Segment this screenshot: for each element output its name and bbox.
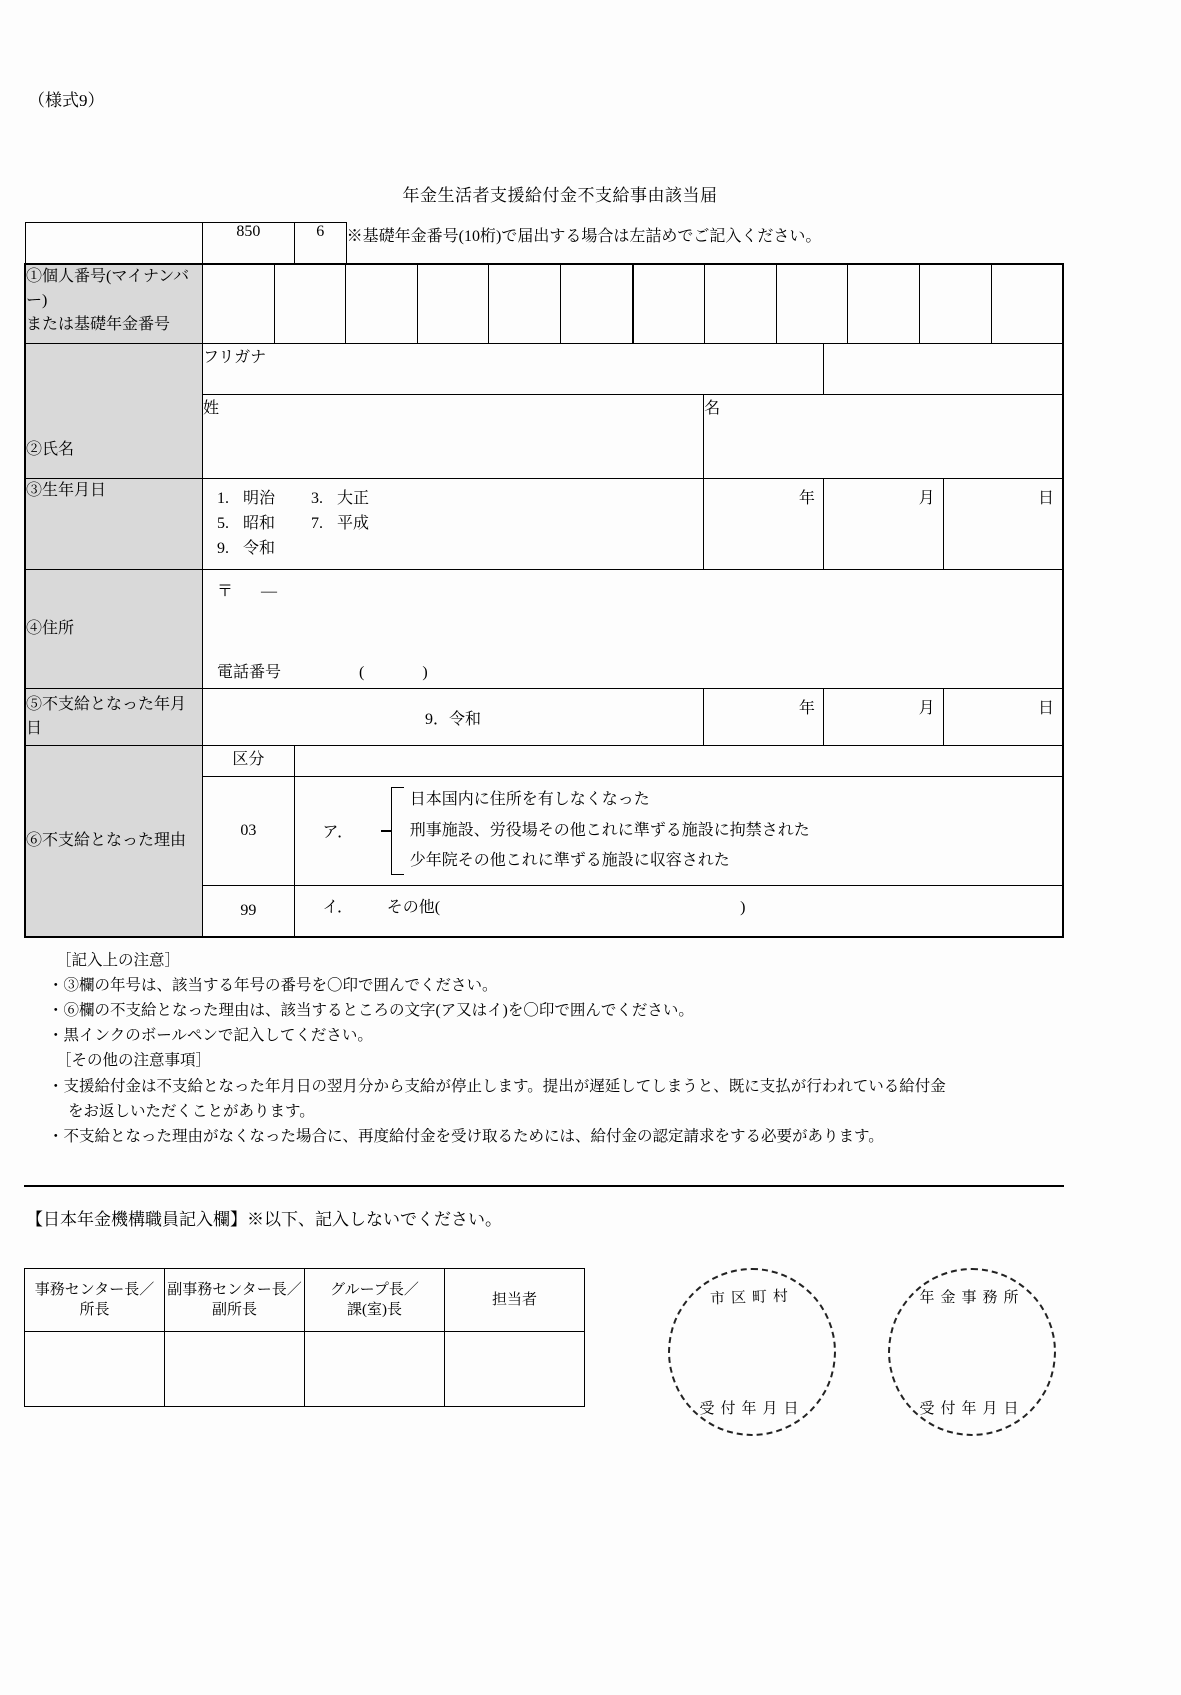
reason-b-text: その他( [386,898,441,916]
row-nonpayment-date [25,689,1063,746]
furigana-label-cell: フリガナ [202,344,823,395]
nonpayment-day-label: 日 [1037,700,1054,718]
mynumber-cell-group [203,265,1062,343]
mynumber-digit-cell[interactable] [561,265,634,343]
code-right: 6 [294,223,346,265]
birth-year-label: 年 [798,490,815,507]
stamp-city-top-label: 市区町村 [709,1288,795,1308]
staff-column-header: 副事務センター長／ 副所長 [165,1269,305,1332]
staff-column-header: 担当者 [445,1269,585,1332]
row-mynumber [25,264,1063,344]
page-title: 年金生活者支援給付金不支給事由該当届 [402,186,718,205]
label-birthdate: ③生年月日 [25,479,202,570]
section-divider [24,1185,1064,1187]
reason-a-code: 03 [202,777,294,885]
reason-b-option[interactable] [294,885,1063,937]
stamp-office-bottom-label: 受付年月日 [919,1401,1025,1417]
birth-month-cell[interactable] [823,479,943,570]
era-option-row [217,537,703,562]
birth-month-label: 月 [918,490,935,507]
era-option-row [217,487,703,512]
kubun-header: 区分 [202,746,294,777]
era-option[interactable]: 5. 昭和 [216,514,275,532]
label-nonpayment-date: ⑤不支給となった年月日 [25,689,202,746]
mynumber-boxes [202,264,1063,344]
label-name: ②氏名 [25,344,202,479]
staff-column-header: グループ長／ 課(室)長 [305,1269,445,1332]
birth-day-label: 日 [1037,490,1054,507]
mei-field[interactable]: 名 [704,394,1063,478]
mynumber-digit-cell[interactable] [489,265,561,343]
stamp-city-bottom-label: 受付年月日 [699,1401,805,1417]
code-blank-cell[interactable] [25,223,202,265]
staff-signature-cell[interactable] [305,1332,445,1407]
stamp-office-top-label: 年金事務所 [919,1290,1025,1306]
address-field[interactable] [202,570,1063,689]
era-option-list[interactable] [203,479,703,569]
staff-signature-cell[interactable] [445,1332,585,1407]
note-item: ・③欄の年号は、該当する年号の番号を〇印で囲んでください。 [48,977,498,995]
mynumber-digit-cell[interactable] [346,265,418,343]
tel-paren-close: ) [422,664,428,682]
zip-line[interactable] [203,570,1062,601]
reason-a-item[interactable]: 日本国内に住所を有しなくなった [409,791,650,809]
label-mynumber-line2: または基礎年金番号 [26,316,171,333]
main-form-table [24,222,1064,938]
birth-day-cell[interactable] [943,479,1063,570]
mynumber-digit-cell[interactable] [920,265,992,343]
staff-section-title: 【日本年金機構職員記入欄】※以下、記入しないでください。 [26,1210,502,1229]
reason-a-item[interactable]: 少年院その他これに準ずる施設に収容された [409,852,730,870]
tel-label: 電話番号 [216,664,281,682]
kubun-header-blank [294,746,1063,777]
era-option[interactable]: 9. 令和 [216,539,275,557]
notes-heading-2: ［その他の注意事項］ [56,1052,212,1070]
note-item-continuation: をお返しいただくことがあります。 [68,1102,315,1120]
reason-b-mark[interactable]: イ． [322,898,354,916]
mynumber-digit-cell[interactable] [275,265,347,343]
row-reason-header [25,746,1063,777]
row-address [25,570,1063,689]
nonpayment-era[interactable]: 9．令和 [202,689,703,746]
form-number: （様式9） [28,91,105,110]
note-item: ・不支給となった理由がなくなった場合に、再度給付金を受け取るためには、給付金の認定請求をする必要があります。 [48,1127,884,1145]
note-item: ・支援給付金は不支給となった年月日の翌月分から支給が停止します。提出が遅延してしまうと、既に支払が行われている給付金 [48,1077,946,1095]
brace-tick-icon [381,830,391,832]
era-option[interactable]: 1. 明治 [216,490,275,507]
staff-approval-table [24,1268,585,1407]
mynumber-note: ※基礎年金番号(10桁)で届出する場合は左詰めでご記入ください。 [346,223,1063,265]
tel-paren-open: ( [358,664,365,682]
row-birthdate [25,479,1063,570]
mynumber-digit-cell[interactable] [777,265,849,343]
mynumber-digit-cell[interactable] [418,265,490,343]
reason-b-code: 99 [202,885,294,937]
mynumber-digit-cell[interactable] [634,265,706,343]
label-address: ④住所 [25,570,202,689]
furigana-input[interactable] [823,344,1063,395]
code-left: 850 [202,223,294,265]
zip-dash: — [260,583,277,601]
nonpayment-year-cell[interactable] [704,689,824,746]
note-item: ・⑥欄の不支給となった理由は、該当するところの文字(ア又はイ)を〇印で囲んでください。 [48,1002,694,1020]
mynumber-digit-cell[interactable] [992,265,1063,343]
label-reason: ⑥不支給となった理由 [25,746,202,937]
tel-line[interactable] [203,659,1062,688]
era-option[interactable]: 7. 平成 [310,514,369,532]
reason-a-mark[interactable]: ア． [322,824,354,842]
stamp-city-circle [668,1268,836,1436]
label-mynumber [25,264,202,344]
staff-table-body-row [25,1332,585,1407]
nonpayment-month-cell[interactable] [823,689,943,746]
birth-year-cell[interactable] [704,479,824,570]
staff-signature-cell[interactable] [25,1332,165,1407]
reason-a-options[interactable] [294,777,1063,885]
stamp-office-circle [888,1268,1056,1436]
staff-table-header-row [25,1269,585,1332]
era-option[interactable]: 3. 大正 [310,490,369,507]
mynumber-digit-cell[interactable] [705,265,777,343]
nonpayment-month-label: 月 [918,700,935,718]
notes-heading-1: ［記入上の注意］ [56,952,181,969]
row-name-furigana [25,344,1063,395]
birthdate-era-options[interactable] [202,479,703,570]
notes-section [48,948,946,1149]
mynumber-digit-cell[interactable] [848,265,920,343]
mynumber-digit-cell[interactable] [203,265,275,343]
label-mynumber-line1: ①個人番号(マイナンバー) [26,268,190,309]
staff-signature-cell[interactable] [165,1332,305,1407]
reason-a-item[interactable]: 刑事施設、労役場その他これに準ずる施設に拘禁された [409,821,810,839]
reason-a-item-list [404,785,810,876]
sei-field[interactable]: 姓 [202,394,703,478]
era-option-row [217,512,703,537]
nonpayment-year-label: 年 [798,700,815,718]
zip-mark: 〒 [216,583,233,601]
note-item: ・黒インクのボールペンで記入してください。 [48,1027,373,1045]
code-row [25,223,1063,265]
nonpayment-day-cell[interactable] [943,689,1063,746]
reason-b-close: ) [740,898,746,916]
staff-column-header: 事務センター長／ 所長 [25,1269,165,1332]
curly-brace-icon [391,787,404,874]
